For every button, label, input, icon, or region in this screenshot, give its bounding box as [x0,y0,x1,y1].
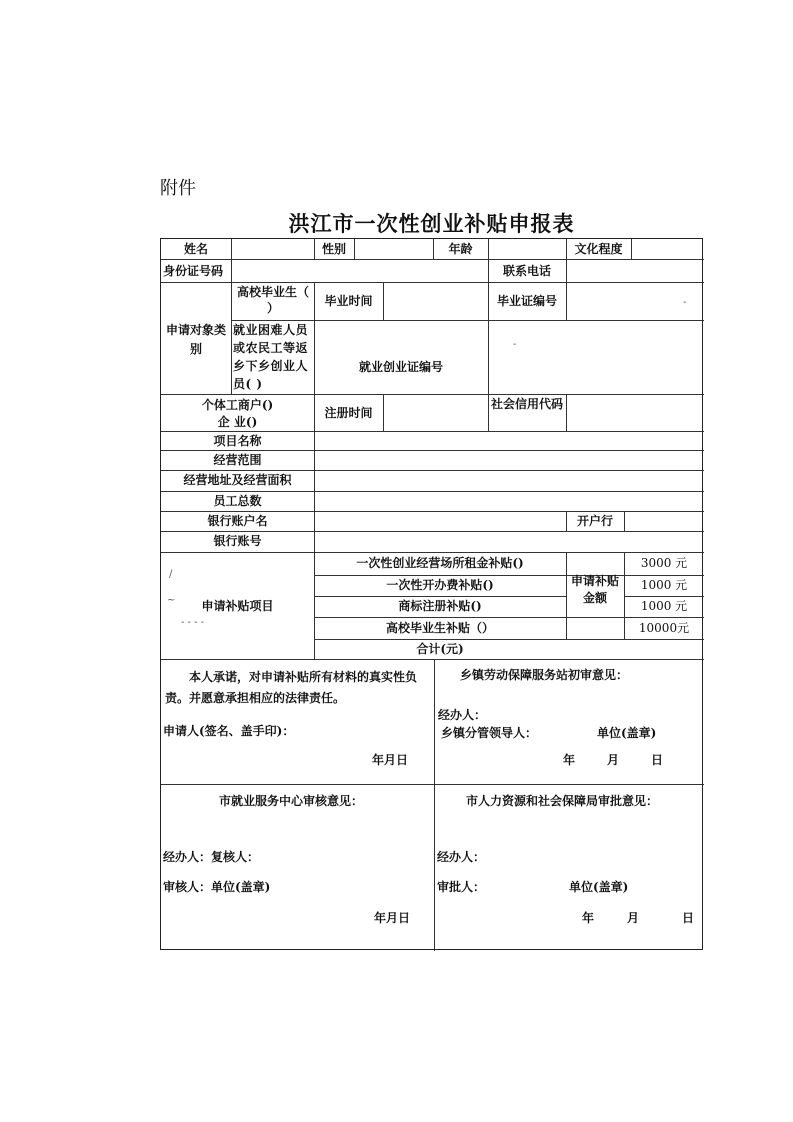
project-name-field[interactable] [315,431,704,450]
applicant-signature-label: 申请人(签名、盖手印)： [163,724,295,738]
page-title: 洪江市一次性创业补贴申报表 [288,212,575,236]
scan-speck: - [513,339,517,350]
hr-bureau-date-month: 月 [627,911,640,925]
education-label: 文化程度 [574,242,623,256]
city-center-opinion-title: 市就业服务中心审核意见： [219,794,364,808]
employment-cert-field[interactable] [489,320,704,394]
grad-cert-label: 毕业证编号 [496,294,557,308]
account-number-label: 银行账号 [213,534,262,548]
city-center-reviewer-label: 审核人：单位(盖章) [163,880,271,894]
hr-bureau-seal-label: 单位(盖章) [569,880,629,894]
rule [314,596,566,597]
subsidy-amount-label: 申请补贴金额 [570,574,619,605]
project-name-label: 项目名称 [213,434,262,448]
credit-code-field[interactable] [567,394,704,431]
business-scope-label: 经营范围 [213,453,262,467]
applicant-type-label: 申请对象类别 [165,323,226,356]
name-field[interactable] [232,239,314,259]
account-name-field[interactable] [315,511,566,531]
hr-bureau-opinion-title: 市人力资源和社会保障局审批意见： [466,794,659,808]
town-seal-label: 单位(盖章) [597,726,657,740]
reg-time-label: 注册时间 [324,406,373,420]
enterprise-option[interactable]: 企 业() [217,415,258,429]
rule [624,596,704,597]
id-number-field[interactable] [232,259,488,282]
rule [488,394,489,431]
id-number-label: 身份证号码 [163,264,224,278]
rule [566,552,567,639]
scan-speck: ~ [167,595,176,606]
gender-field[interactable] [355,239,433,259]
business-address-label: 经营地址及经营面积 [183,473,292,487]
hr-bureau-approver-label: 审批人： [437,880,486,894]
scan-speck: / [169,569,173,580]
rule [161,659,704,660]
subsidy-amount: 3000 元 [640,556,688,570]
grad-time-field[interactable] [384,282,488,320]
business-address-field[interactable] [315,470,704,491]
scan-speck: - [683,297,687,308]
phone-field[interactable] [567,259,704,282]
city-center-handler-label: 经办人：复核人： [163,850,260,864]
city-center-date: 年月日 [374,911,411,925]
town-leader-label: 乡镇分管领导人： [441,726,538,740]
rule [161,784,704,785]
grad-time-label: 毕业时间 [324,294,373,308]
account-number-field[interactable] [315,531,704,552]
rule [314,617,704,618]
account-name-label: 银行账户名 [207,514,268,528]
staff-total-label: 员工总数 [213,494,262,508]
subsidy-amount: 1000 元 [640,578,688,592]
town-date-month: 月 [607,753,620,767]
town-opinion-title: 乡镇劳动保障服务站初审意见： [460,668,629,682]
pledge-date: 年月日 [372,753,409,767]
subsidy-items-label: 申请补贴项目 [201,599,274,613]
subsidy-item-name[interactable]: 一次性开办费补贴() [386,578,494,592]
rule [161,552,704,553]
employment-cert-label: 就业创业证编号 [358,360,443,374]
age-field[interactable] [489,239,566,259]
town-date-day: 日 [651,753,664,767]
bank-field[interactable] [625,511,704,531]
pledge-text: 本人承诺，对申请补贴所有材料的真实性负责。并愿意承担相应的法律责任。 [165,670,418,705]
credit-code-label: 社会信用代码 [491,397,564,411]
town-handler-label: 经办人： [438,708,487,722]
annex-label: 附件 [160,178,196,199]
rule [434,659,435,951]
gender-label: 性别 [321,242,346,256]
subsidy-amount: 1000 元 [640,599,688,613]
subsidy-item-name[interactable]: 一次性创业经营场所租金补贴() [356,556,524,570]
rule [231,282,232,394]
hr-bureau-date-year: 年 [582,911,595,925]
subsidy-amount: 10000元 [638,621,690,635]
subsidy-item-name[interactable]: 高校毕业生补贴（） [385,621,494,635]
name-label: 姓名 [183,242,208,256]
hardship-option[interactable]: 就业困难人员或农民工等返乡下乡创业人员( ) [233,323,309,391]
subsidy-item-name[interactable]: 商标注册补贴() [398,599,482,613]
town-date-year: 年 [563,753,576,767]
reg-time-field[interactable] [384,394,488,431]
hr-bureau-handler-label: 经办人： [437,850,486,864]
bank-label: 开户行 [576,514,613,528]
phone-label: 联系电话 [502,264,551,278]
hr-bureau-date-day: 日 [682,911,695,925]
application-form [160,238,703,950]
subsidy-total-field[interactable] [567,639,704,659]
staff-total-field[interactable] [315,491,704,511]
age-label: 年龄 [448,242,473,256]
scan-speck: ‐ ‐ ‐ ‐ [181,617,205,628]
subsidy-total-label: 合计(元) [416,642,464,656]
business-option[interactable]: 个体工商户() [201,398,274,412]
rule [314,575,704,576]
graduate-option[interactable]: 高校毕业生（ ） [237,285,310,315]
education-field[interactable] [632,239,704,259]
business-scope-field[interactable] [315,450,704,470]
